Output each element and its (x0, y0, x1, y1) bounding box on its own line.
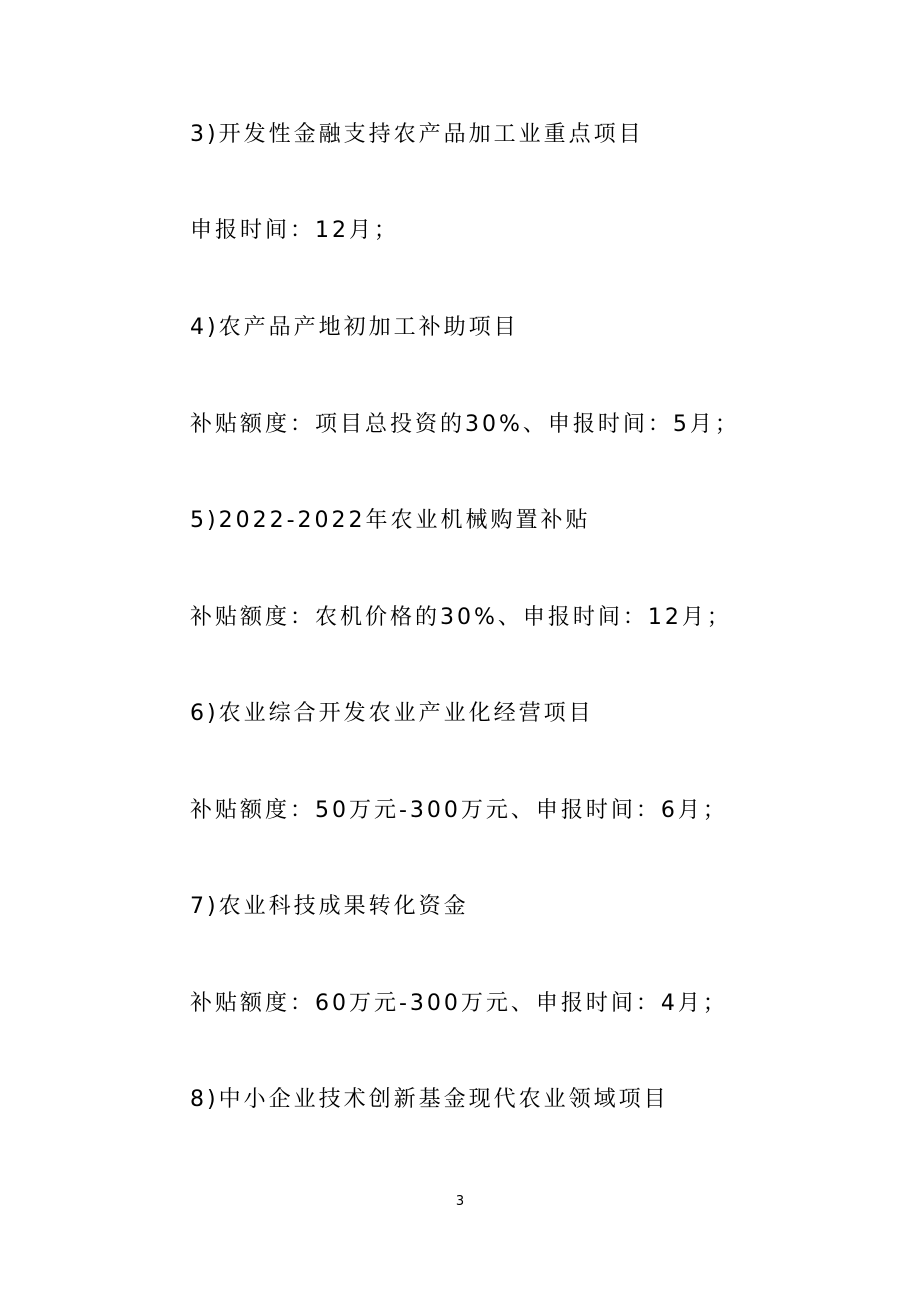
item-6-heading: 6)农业综合开发农业产业化经营项目 (190, 701, 594, 726)
item-8-heading: 8)中小企业技术创新基金现代农业领域项目 (190, 1087, 669, 1112)
item-7-detail: 补贴额度：60万元-300万元、申报时间：4月； (190, 991, 728, 1016)
item-5-heading: 5)2022-2022年农业机械购置补贴 (190, 508, 591, 533)
item-7-heading: 7)农业科技成果转化资金 (190, 894, 469, 919)
item-4-detail: 补贴额度：项目总投资的30%、申报时间：5月； (190, 412, 740, 437)
page-number: 3 (455, 1194, 465, 1209)
item-5-detail: 补贴额度：农机价格的30%、申报时间：12月； (190, 605, 732, 630)
item-4-heading: 4)农产品产地初加工补助项目 (190, 315, 519, 340)
item-3-heading: 3)开发性金融支持农产品加工业重点项目 (190, 122, 644, 147)
item-6-detail: 补贴额度：50万元-300万元、申报时间：6月； (190, 798, 728, 823)
item-3-detail: 申报时间：12月； (190, 218, 399, 243)
